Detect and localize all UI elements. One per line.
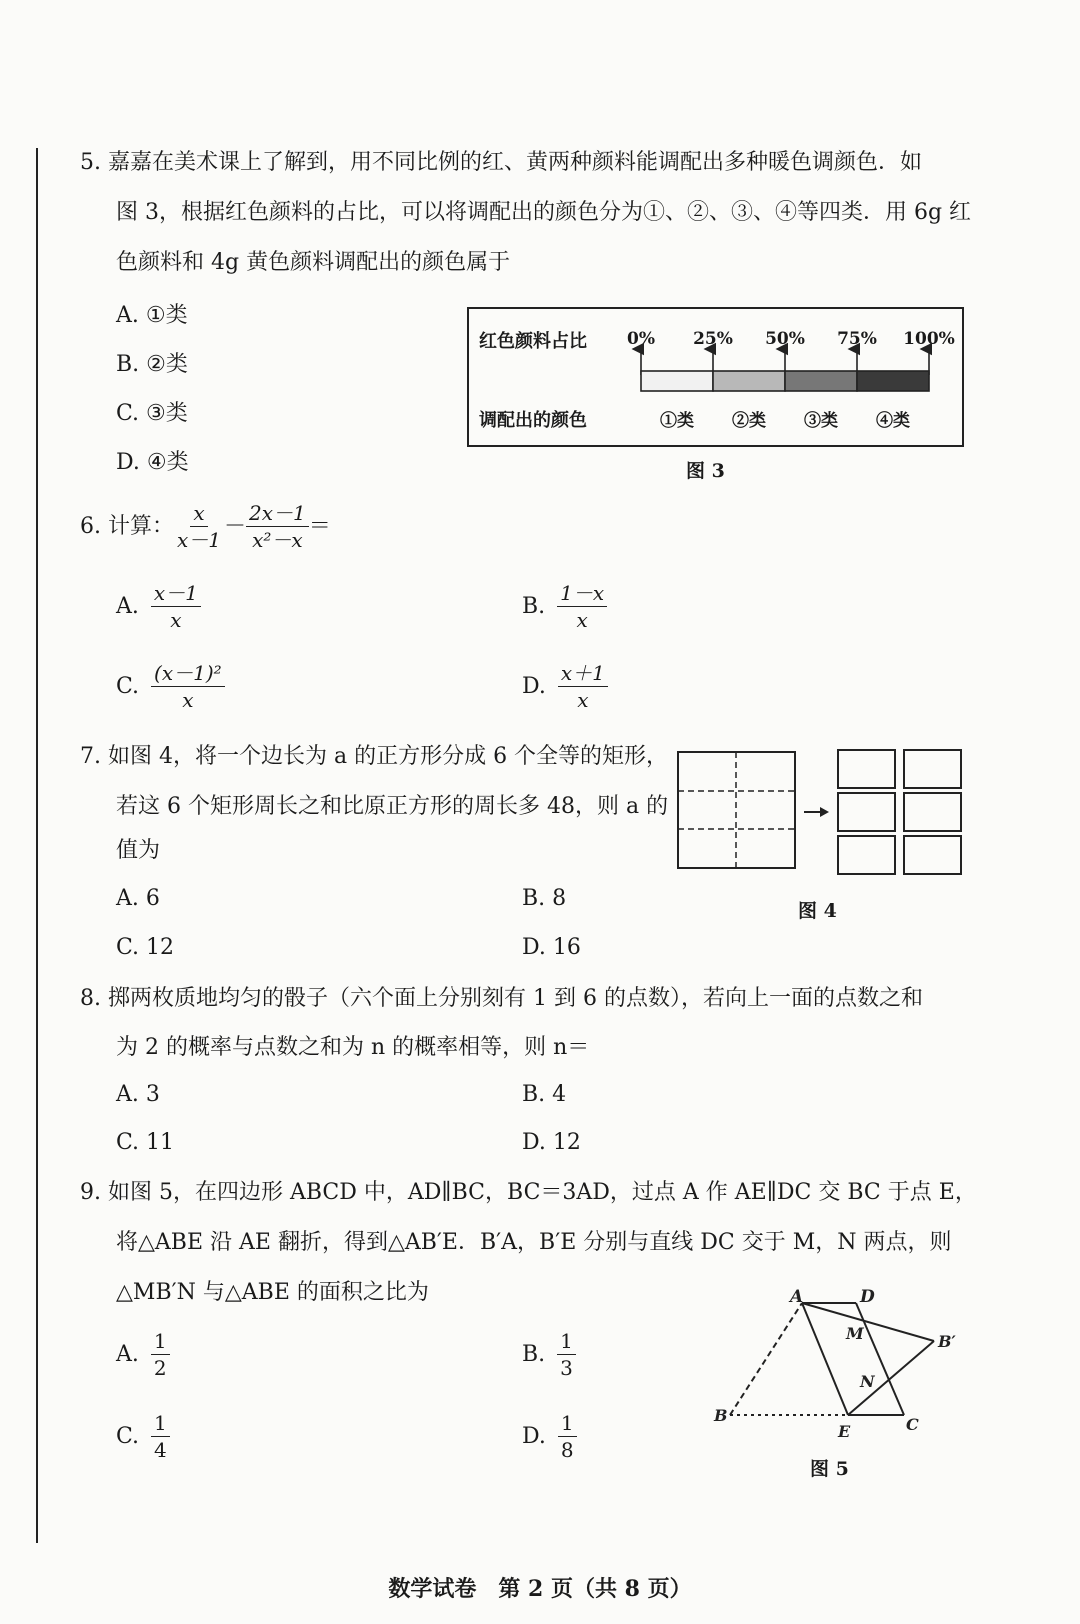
q8-option-d: D. 12 xyxy=(522,1130,581,1155)
q5-option-b: B. ②类 xyxy=(116,352,188,377)
q6-option-d-fraction xyxy=(558,662,608,711)
q9-option-a xyxy=(116,1330,170,1379)
q9-option-a-denominator: 2 xyxy=(153,1356,167,1380)
q9-line2: 将△ABE 沿 AE 翻折，得到△AB′E．B′A，B′E 分别与直线 DC 交于 M，N 两点，则 xyxy=(116,1230,952,1255)
q8-line1: 8. 掷两枚质地均匀的骰子（六个面上分别刻有 1 到 6 的点数），若向上一面的点数之和 xyxy=(80,986,923,1011)
fig5-point-a: A xyxy=(790,1287,804,1307)
q8-option-a: A. 3 xyxy=(116,1082,160,1107)
q6-option-a-label: A. xyxy=(116,593,139,619)
fig3-row2-label: 调配出的颜色 xyxy=(479,410,587,431)
q5-option-d: D. ④类 xyxy=(116,450,189,475)
fig5-point-b-prime: B′ xyxy=(938,1332,956,1351)
q6-option-b xyxy=(522,582,607,631)
q6-minus: － xyxy=(224,513,247,539)
q6-option-d-denominator: x xyxy=(577,688,589,712)
q6-fraction-2 xyxy=(246,502,309,551)
fig5-point-m: M xyxy=(846,1324,864,1343)
q9-option-c-denominator: 4 xyxy=(154,1438,167,1462)
fig5-point-n: N xyxy=(860,1372,875,1391)
fig5-point-b: B xyxy=(714,1406,728,1425)
fig3-segment-1 xyxy=(641,371,713,391)
q7-option-b: B. 8 xyxy=(522,886,567,911)
figure-3 xyxy=(467,307,964,447)
q5-line3: 色颜料和 4g 黄色颜料调配出的颜色属于 xyxy=(116,250,511,275)
q6-option-a xyxy=(116,582,201,631)
q7-line1: 7. 如图 4，将一个边长为 a 的正方形分成 6 个全等的矩形， xyxy=(80,744,669,769)
fig3-segment-4 xyxy=(857,371,929,391)
q6-frac1-numerator: x xyxy=(190,502,207,527)
q9-option-d-fraction xyxy=(558,1412,577,1461)
fig5-caption: 图 5 xyxy=(810,1458,849,1480)
q9-option-d xyxy=(522,1412,577,1461)
q6-frac2-numerator: 2x－1 xyxy=(246,502,309,527)
q7-line2: 若这 6 个矩形周长之和比原正方形的周长多 48，则 a 的 xyxy=(116,794,669,819)
q6-option-b-numerator: 1－x xyxy=(557,582,607,607)
q7-option-d: D. 16 xyxy=(522,935,581,960)
q6-option-c-numerator: (x－1)² xyxy=(151,662,225,687)
fig3-tick-25: 25% xyxy=(693,329,733,349)
q9-option-d-denominator: 8 xyxy=(560,1438,574,1462)
q5-option-c: C. ③类 xyxy=(116,401,188,426)
q8-option-c: C. 11 xyxy=(116,1130,175,1155)
q6-frac2-denominator: x²－x xyxy=(252,528,303,552)
q7-line3: 值为 xyxy=(116,838,161,863)
figure-4 xyxy=(670,740,970,880)
q5-line2: 图 3，根据红色颜料的占比，可以将调配出的颜色分为①、②、③、④等四类．用 6g 红 xyxy=(116,200,972,225)
q6-option-b-denominator: x xyxy=(576,608,588,632)
fig3-tick-50: 50% xyxy=(765,329,805,349)
q9-option-b-numerator: 1 xyxy=(557,1330,576,1355)
q6-option-a-denominator: x xyxy=(170,608,182,632)
q9-option-a-numerator: 1 xyxy=(151,1330,170,1355)
q9-option-b-label: B. xyxy=(522,1341,546,1367)
q6-option-a-numerator: x－1 xyxy=(151,582,201,607)
fig3-category-1: ①类 xyxy=(660,411,694,431)
q9-option-b xyxy=(522,1330,576,1379)
q9-option-d-label: D. xyxy=(522,1423,546,1449)
fig3-tick-100: 100% xyxy=(903,329,955,349)
q5-line1: 5. 嘉嘉在美术课上了解到，用不同比例的红、黄两种颜料能调配出多种暖色调颜色．如 xyxy=(80,150,922,175)
q9-option-b-denominator: 3 xyxy=(560,1356,573,1380)
q6-stem xyxy=(80,502,331,551)
q9-option-c-label: C. xyxy=(116,1423,140,1449)
q7-option-a: A. 6 xyxy=(116,886,160,911)
figure-5 xyxy=(710,1285,970,1445)
q9-line1: 9. 如图 5，在四边形 ABCD 中，AD∥BC，BC＝3AD，过点 A 作 AE∥DC 交 BC 于点 E， xyxy=(80,1180,977,1205)
q8-line2: 为 2 的概率与点数之和为 n 的概率相等，则 n＝ xyxy=(116,1035,590,1060)
fig3-caption: 图 3 xyxy=(686,460,725,482)
fig3-category-3: ③类 xyxy=(804,411,838,431)
q9-option-a-label: A. xyxy=(116,1341,139,1367)
fig4-caption: 图 4 xyxy=(798,900,837,922)
q6-option-d-numerator: x＋1 xyxy=(558,662,608,687)
fig3-tick-0: 0% xyxy=(627,329,655,349)
q9-option-d-numerator: 1 xyxy=(558,1412,577,1437)
q6-option-b-fraction xyxy=(557,582,607,631)
q6-option-c-fraction xyxy=(151,662,225,711)
q6-prefix: 6. 计算： xyxy=(80,513,174,539)
q6-equals: ＝ xyxy=(308,513,331,539)
fig3-segment-2 xyxy=(713,371,785,391)
fig3-category-2: ②类 xyxy=(732,411,766,431)
fig3-tick-75: 75% xyxy=(837,329,877,349)
q6-option-b-label: B. xyxy=(522,593,546,619)
fig5-point-e: E xyxy=(838,1422,851,1441)
q6-option-d-label: D. xyxy=(522,673,546,699)
q6-option-c xyxy=(116,662,225,711)
q6-option-c-denominator: x xyxy=(182,688,194,712)
fig3-segment-3 xyxy=(785,371,857,391)
q9-option-a-fraction xyxy=(151,1330,170,1379)
q6-option-d xyxy=(522,662,608,711)
q9-option-b-fraction xyxy=(557,1330,576,1379)
q8-option-b: B. 4 xyxy=(522,1082,567,1107)
fig3-category-4: ④类 xyxy=(876,411,910,431)
q9-option-c-numerator: 1 xyxy=(151,1412,170,1437)
fig5-point-d: D xyxy=(860,1287,875,1307)
q5-option-a: A. ①类 xyxy=(116,303,188,328)
q9-line3: △MB′N 与△ABE 的面积之比为 xyxy=(116,1280,429,1305)
left-margin-rule xyxy=(36,148,38,1543)
q6-option-c-label: C. xyxy=(116,673,140,699)
q9-option-c-fraction xyxy=(151,1412,170,1461)
fig3-row1-label: 红色颜料占比 xyxy=(479,331,587,352)
q6-frac1-denominator: x－1 xyxy=(176,528,221,552)
q7-option-c: C. 12 xyxy=(116,935,175,960)
q6-fraction-1 xyxy=(174,502,224,551)
q6-option-a-fraction xyxy=(151,582,201,631)
q9-option-c xyxy=(116,1412,170,1461)
fig5-point-c: C xyxy=(906,1415,919,1434)
page-footer: 数学试卷 第 2 页（共 8 页） xyxy=(388,1576,692,1602)
